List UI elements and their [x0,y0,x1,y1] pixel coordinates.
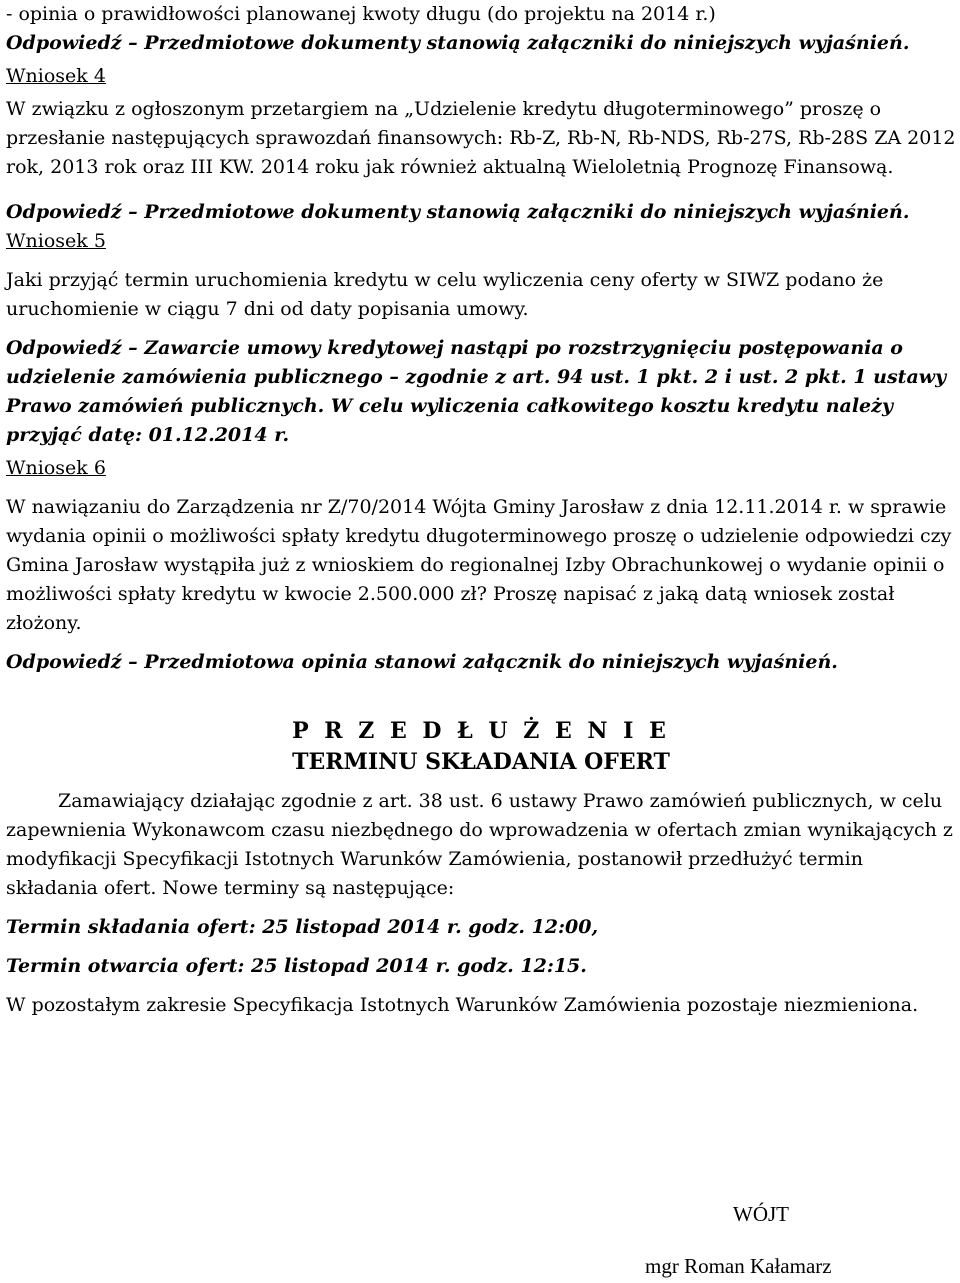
request-6-answer: Odpowiedź – Przedmiotowa opinia stanowi załącznik do niniejszych wyjaśnień. [6,651,838,673]
extension-title-1: P R Z E D Ł U Ż E N I E [292,718,670,744]
answer-3: Odpowiedź – Przedmiotowe dokumenty stanowią załączniki do niniejszych wyjaśnień. [6,32,910,54]
intro-line: - opinia o prawidłowości planowanej kwoty długu (do projektu na 2014 r.) [6,3,716,25]
request-4-heading: Wniosek 4 [6,65,106,87]
request-5-body: Jaki przyjąć termin uruchomienia kredytu w celu wyliczenia ceny oferty w SIWZ podano że uruchomienie w ciągu 7 dni od daty popisania umowy. [6,269,884,320]
request-4-answer: Odpowiedź – Przedmiotowe dokumenty stanowią załączniki do niniejszych wyjaśnień. [6,201,910,223]
request-4-body: W związku z ogłoszonym przetargiem na „Udzielenie kredytu długoterminowego” proszę o przesłanie następujących sprawozdań finansowych: Rb-Z, Rb-N, Rb-NDS, Rb-27S, Rb-28S ZA 2012 rok, 2013 rok oraz III KW. 2014 roku jak również aktualną Wieloletnią Prognozę Finansową. [6,98,956,178]
document-page [6,0,956,1020]
signature-title: WÓJT [733,1202,789,1226]
deadline-submission: Termin składania ofert: 25 listopad 2014 r. godz. 12:00, [6,916,599,938]
request-5-answer: Odpowiedź – Zawarcie umowy kredytowej nastąpi po rozstrzygnięciu postępowania o udzielenie zamówienia publicznego – zgodnie z art. 94 ust. 1 pkt. 2 i ust. 2 pkt. 1 ustawy Prawo zamówień publicznych. W celu wyliczenia całkowitego kosztu kredytu należy przyjąć datę: 01.12.2014 r. [6,337,947,446]
extension-title-2: TERMINU SKŁADANIA OFERT [292,749,670,775]
closing-text: W pozostałym zakresie Specyfikacja Istotnych Warunków Zamówienia pozostaje niezmieniona. [6,994,919,1016]
request-6-heading: Wniosek 6 [6,457,106,479]
request-6-body: W nawiązaniu do Zarządzenia nr Z/70/2014 Wójta Gminy Jarosław z dnia 12.11.2014 r. w sprawie wydania opinii o możliwości spłaty kredytu długoterminowego proszę o udzielenie odpowiedzi czy Gmina Jarosław wystąpiła już z wnioskiem do regionalnej Izby Obrachunkowej o wydanie opinii o możliwości spłaty kredytu w kwocie 2.500.000 zł? Proszę napisać z jaką datą wniosek został złożony. [6,496,952,634]
signature-name: mgr Roman Kałamarz [645,1254,832,1278]
extension-body: Zamawiający działając zgodnie z art. 38 ust. 6 ustawy Prawo zamówień publicznych, w celu zapewnienia Wykonawcom czasu niezbędnego do wprowadzenia w ofertach zmian wynikających z modyfikacji Specyfikacji Istotnych Warunków Zamówienia, postanowił przedłużyć termin składania ofert. Nowe terminy są następujące: [6,790,953,899]
deadline-opening: Termin otwarcia ofert: 25 listopad 2014 r. godz. 12:15. [6,955,587,977]
request-5-heading: Wniosek 5 [6,230,106,252]
